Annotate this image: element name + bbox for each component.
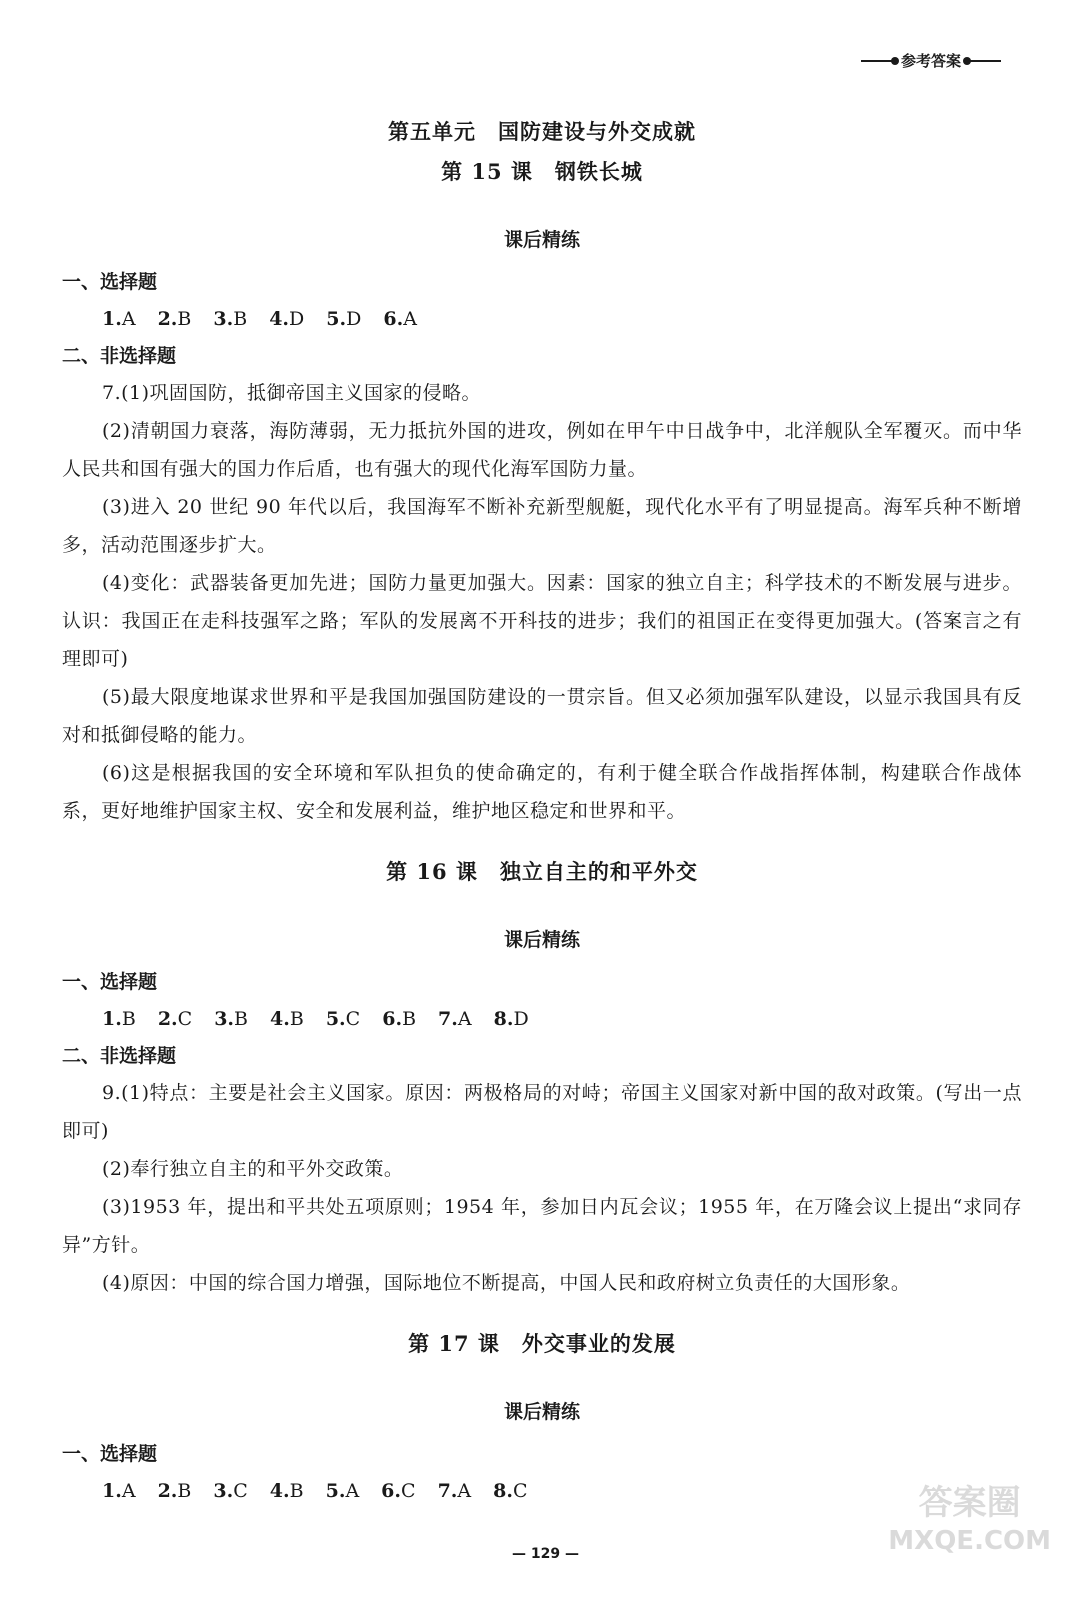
answer-paragraph: (6)这是根据我国的安全环境和军队担负的使命确定的，有利于健全联合作战指挥体制，构建联合作战体系，更好地维护国家主权、安全和发展利益，维护地区稳定和世界和平。 (62, 762, 1022, 822)
choice-letter: A (403, 308, 417, 330)
choice-letter: C (233, 1480, 248, 1502)
choice-letter: B (177, 1480, 192, 1502)
nonchoice-section-head: 二、非选择题 (62, 345, 177, 367)
choice-answers (62, 1472, 1022, 1510)
lesson-title: 第 17 课 外交事业的发展 (408, 1331, 676, 1356)
choice-letter: D (289, 308, 305, 330)
choice-answer (326, 1008, 360, 1030)
choice-answer (213, 308, 247, 330)
nonchoice-section-head: 二、非选择题 (62, 1045, 177, 1067)
choice-answer (438, 1008, 472, 1030)
choice-answer (102, 1480, 136, 1502)
watermark-line1: 答案圈 (918, 1483, 1021, 1523)
answer-paragraph: (3)1953 年，提出和平共处五项原则；1954 年，参加日内瓦会议；1955 年，在万隆会议上提出“求同存异”方针。 (62, 1196, 1022, 1256)
choice-letter: B (177, 308, 192, 330)
choice-answer (158, 1008, 192, 1030)
choice-answer (438, 1480, 472, 1502)
choice-answer (270, 1008, 304, 1030)
choice-answer (493, 1480, 527, 1502)
choice-answer (214, 1008, 248, 1030)
choice-letter: D (513, 1008, 529, 1030)
choice-number: 5. (325, 1008, 346, 1030)
choice-answer (381, 1480, 415, 1502)
choice-number: 4. (269, 1480, 290, 1502)
choice-number: 6. (382, 1008, 403, 1030)
choice-number: 8. (493, 1008, 514, 1030)
answer-paragraph: (2)奉行独立自主的和平外交政策。 (102, 1158, 404, 1180)
choice-answer (158, 1480, 192, 1502)
choice-letter: A (457, 1008, 472, 1030)
choice-answer (494, 1008, 529, 1030)
choice-number: 3. (213, 1480, 234, 1502)
lesson-title: 第 15 课 钢铁长城 (441, 159, 643, 184)
answer-paragraph: (2)清朝国力衰落，海防薄弱，无力抵抗外国的进攻，例如在甲午中日战争中，北洋舰队全军覆灭。而中华人民共和国有强大的国力作后盾，也有强大的现代化海军国防力量。 (62, 420, 1022, 480)
choice-letter: B (233, 308, 248, 330)
choice-letter: B (121, 1008, 136, 1030)
choice-letter: B (289, 1480, 304, 1502)
choice-answers (62, 1000, 1022, 1038)
choice-section-head: 一、选择题 (62, 271, 158, 293)
unit-title: 第五单元 国防建设与外交成就 (388, 119, 696, 144)
answer-paragraph: (5)最大限度地谋求世界和平是我国加强国防建设的一贯宗旨。但又必须加强军队建设，以显示我国具有反对和抵御侵略的能力。 (62, 686, 1022, 746)
choice-number: 2. (157, 1008, 178, 1030)
answer-paragraph: (3)进入 20 世纪 90 年代以后，我国海军不断补充新型舰艇，现代化水平有了明显提高。海军兵种不断增多，活动范围逐步扩大。 (62, 496, 1022, 556)
page-number: — 129 — (512, 1546, 579, 1562)
choice-letter: C (345, 1008, 361, 1030)
choice-answer (213, 1480, 247, 1502)
choice-letter: B (234, 1008, 249, 1030)
choice-answer (158, 308, 192, 330)
choice-number: 6. (381, 1480, 402, 1502)
choice-number: 1. (102, 1480, 122, 1502)
choice-number: 7. (437, 1480, 458, 1502)
choice-number: 3. (213, 308, 234, 330)
header-badge (861, 50, 1001, 71)
choice-number: 4. (270, 1008, 290, 1030)
choice-number: 2. (157, 308, 178, 330)
choice-section-head: 一、选择题 (62, 971, 158, 993)
lesson-title: 第 16 课 独立自主的和平外交 (386, 859, 698, 884)
header-line-left (861, 60, 895, 62)
choice-number: 1. (102, 1008, 122, 1030)
choice-letter: C (512, 1480, 528, 1502)
choice-answer (102, 1008, 136, 1030)
choice-answer (102, 308, 136, 330)
choice-letter: B (289, 1008, 304, 1030)
choice-letter: B (402, 1008, 417, 1030)
choice-number: 3. (214, 1008, 235, 1030)
answer-paragraph: (4)变化：武器装备更加先进；国防力量更加强大。因素：国家的独立自主；科学技术的不断发展与进步。认识：我国正在走科技强军之路；军队的发展离不开科技的进步；我们的祖国正在变得更加强大。(答案言之有理即可) (62, 572, 1022, 670)
choice-answer (383, 308, 417, 330)
lesson-subtitle: 课后精练 (503, 229, 580, 251)
choice-answer (270, 1480, 304, 1502)
choice-answers (62, 300, 1022, 338)
choice-number: 1. (102, 308, 122, 330)
lessons-container (62, 152, 1022, 1510)
choice-number: 4. (269, 308, 290, 330)
choice-answer (326, 308, 361, 330)
answer-paragraph: 7.(1)巩固国防，抵御帝国主义国家的侵略。 (102, 382, 482, 404)
choice-letter: C (177, 1008, 193, 1030)
choice-letter: A (345, 1480, 360, 1502)
choice-number: 5. (325, 1480, 346, 1502)
answer-content (62, 112, 1022, 1510)
header-badge-label: 参考答案 (900, 52, 961, 70)
answer-paragraph: 9.(1)特点：主要是社会主义国家。原因：两极格局的对峙；帝国主义国家对新中国的敌对政策。(写出一点即可) (62, 1082, 1022, 1142)
choice-number: 6. (383, 308, 404, 330)
lesson-subtitle: 课后精练 (503, 929, 580, 951)
watermark-line2: MXQE.COM (888, 1526, 1051, 1556)
choice-letter: A (457, 1480, 472, 1502)
choice-number: 5. (326, 308, 347, 330)
watermark-logo (888, 1484, 1051, 1560)
choice-letter: C (401, 1480, 416, 1502)
choice-answer (269, 308, 304, 330)
choice-answer (382, 1008, 416, 1030)
choice-number: 2. (157, 1480, 178, 1502)
choice-letter: A (121, 1480, 136, 1502)
choice-number: 7. (438, 1008, 458, 1030)
answer-paragraph: (4)原因：中国的综合国力增强，国际地位不断提高，中国人民和政府树立负责任的大国形象。 (102, 1272, 911, 1294)
header-line-right (967, 60, 1001, 62)
choice-section-head: 一、选择题 (62, 1443, 158, 1465)
choice-letter: A (121, 308, 136, 330)
choice-answer (326, 1480, 360, 1502)
choice-letter: D (346, 308, 362, 330)
choice-number: 8. (493, 1480, 513, 1502)
lesson-subtitle: 课后精练 (503, 1401, 580, 1423)
